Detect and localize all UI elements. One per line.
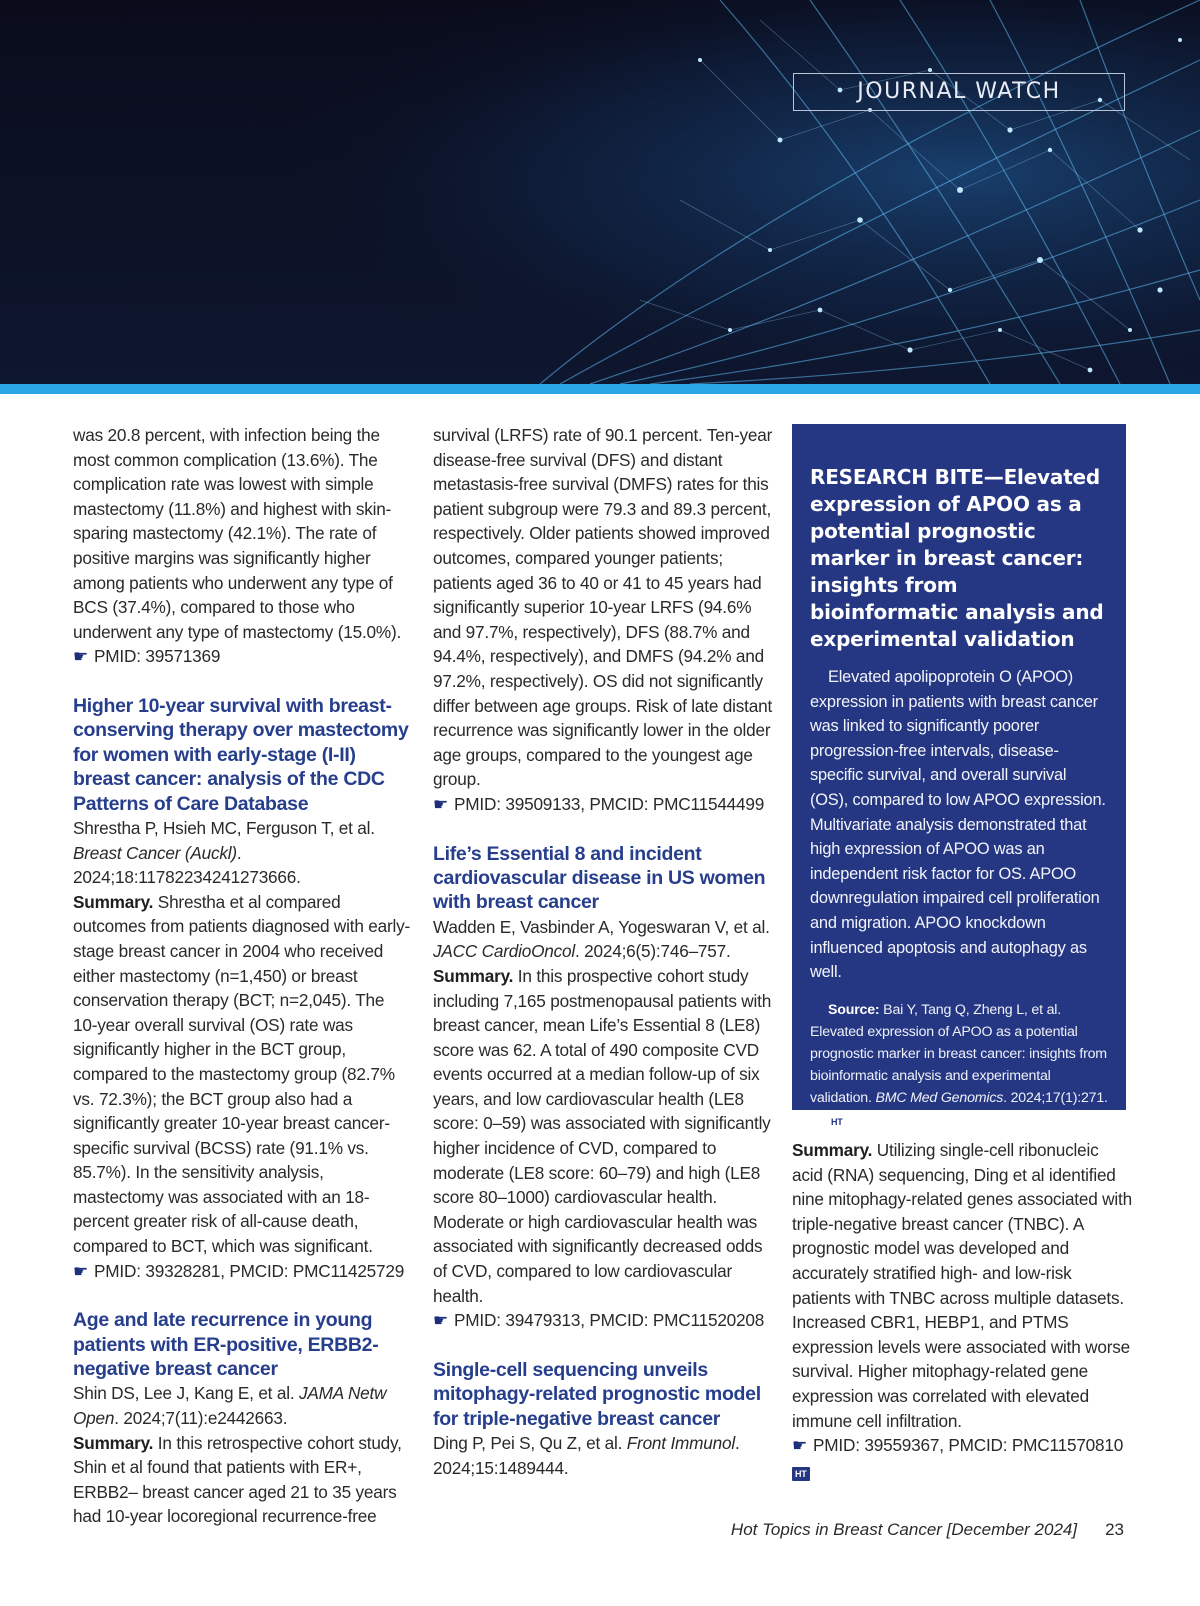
ht-logo-icon: HT [792,1467,810,1481]
research-bite-body: Elevated apolipoprotein O (APOO) expression in patients with breast cancer was linked to significantly poorer progression-free intervals, disease-specific survival, and overall survival (OS), compared to low APOO expression. Multivariate analysis demonstrated that high expression of APOO was an independent risk factor for OS. APOO downregulation impaired cell proliferation and migration. APOO knockdown influenced apoptosis and autophagy as well. [810,668,1106,982]
research-bite-title: RESEARCH BITE—Elevated expression of APOO as a potential prognostic marker in breast cancer: insights from bioinformatic analysis and experimental validation [810,465,1104,651]
continued-text: survival (LRFS) rate of 90.1 percent. Ten-year disease-free survival (DFS) and distant metastasis-free survival (DMFS) rates for this patient subgroup were 79.3 and 89.3 percent, respectively. Older patients showed improved outcomes, compared younger patients; patients aged 36 to 40 or 41 to 45 years had significantly superior 10-year LRFS (94.6% and 97.7%, respectively), DFS (88.7% and 94.4%, respectively), and DMFS (94.2% and 97.2%, respectively). OS did not significantly differ between age groups. Risk of late distant recurrence was significantly lower in the older age groups, compared to the youngest age group. [433,425,773,790]
pmid-line [433,792,773,818]
article-summary: Summary. In this retrospective cohort study, Shin et al found that patients with ER+, ERBB2– breast cancer aged 21 to 35 years had 10-year locoregional recurrence-free [73,1432,402,1527]
summary-label: Summary. [73,891,154,912]
summary-label: Summary. [792,1140,873,1160]
journal-name: Breast Cancer (Auckl) [73,842,237,863]
article-citation: Shrestha P, Hsieh MC, Ferguson T, et al. Breast Cancer (Auckl). 2024;18:11782234241273666. [73,817,375,888]
page-number: 23 [1105,1520,1124,1539]
article-citation: Ding P, Pei S, Qu Z, et al. Front Immunol. 2024;15:1489444. [433,1433,740,1478]
column-1 [73,423,413,1529]
pmid-line [433,1308,773,1334]
pmid-text: PMID: 39479313, PMCID: PMC11520208 [454,1310,765,1331]
ht-logo-icon: HT [810,1115,846,1129]
pmid-text: PMID: 39328281, PMCID: PMC11425729 [94,1260,405,1281]
pmid-text: PMID: 39509133, PMCID: PMC11544499 [454,793,765,814]
continued-text: was 20.8 percent, with infection being the most common complication (13.6%). The complication rate was lowest with simple mastectomy (11.8%) and highest with skin-sparing mastectomy (42.1%). The rate of positive margins was significantly higher among patients who underwent any type of BCS (37.4%), compared to those who underwent any type of mastectomy (15.0%). [73,425,402,642]
article-title: Age and late recurrence in young patients with ER-positive, ERBB2-negative breast cancer [73,1309,379,1381]
pointing-hand-icon: ☛ [73,1261,89,1281]
pmid-text: PMID: 39559367, PMCID: PMC11570810 [813,1435,1124,1456]
journal-name: Front Immunol [626,1433,735,1454]
pointing-hand-icon: ☛ [792,1436,808,1456]
article-summary: Summary. In this prospective cohort study including 7,165 postmenopausal patients with breast cancer, mean Life’s Essential 8 (LE8) score was 62. A total of 490 composite CVD events occurred at a median follow-up of six years, and low cardiovascular health (LE8 score: 0–59) was associated with significantly higher incidence of CVD, compared to moderate (LE8 score: 60–79) and high (LE8 score 80–1000) cardiovascular health. Moderate or high cardiovascular health was associated with significantly decreased odds of CVD, compared to low cardiovascular health. [433,965,772,1306]
pmid-line [792,1433,1132,1459]
article-citation: Wadden E, Vasbinder A, Yogeswaran V, et al. JACC CardioOncol. 2024;6(5):746–757. [433,916,770,962]
column-3 [792,1138,1132,1483]
source-label: Source: [828,1001,880,1018]
article-title: Higher 10-year survival with breast-conserving therapy over mastectomy for women with early-stage (I-II) breast cancer: analysis of the CDC Patterns of Care Database [73,694,409,815]
pmid-line [73,1259,413,1285]
header-banner [0,0,1200,384]
header-stripe [0,384,1200,394]
article-summary: Summary. Utilizing single-cell ribonucleic acid (RNA) sequencing, Ding et al identified nine mitophagy-related genes associated with triple-negative breast cancer (TNBC). A prognostic model was developed and accurately stratified high- and low-risk patients with TNBC across multiple datasets. Increased CBR1, HEBP1, and PTMS expression levels were associated with worse survival. Higher mitophagy-related gene expression was correlated with elevated immune cell infiltration. [792,1140,1132,1431]
pointing-hand-icon: ☛ [433,1311,449,1331]
pmid-text: PMID: 39571369 [94,646,221,667]
summary-label: Summary. [433,965,514,986]
article-title: Single-cell sequencing unveils mitophagy-related prognostic model for triple-negative breast cancer [433,1358,761,1430]
research-bite-source: Source: Bai Y, Tang Q, Zheng L, et al. Elevated expression of APOO as a potential prognostic marker in breast cancer: insights from bioinformatic analysis and experimental validation. BMC Med Genomics. 2024;17(1):271. HT [810,1001,1108,1127]
summary-label: Summary. [73,1432,154,1453]
research-bite-box [792,424,1126,1127]
journal-name: JAMA Netw Open [73,1383,387,1429]
publication-name: Hot Topics in Breast Cancer [December 2024] [730,1520,1078,1539]
pointing-hand-icon: ☛ [433,794,449,814]
article-summary: Summary. Shrestha et al compared outcomes from patients diagnosed with early-stage breast cancer in 2004 who received either mastectomy (n=1,450) or breast conservation therapy (BCT; n=2,045). The 10-year overall survival (OS) rate was significantly higher in the BCT group, compared to the mastectomy group (82.7% vs. 72.3%); the BCT group also had a significantly greater 10-year breast cancer-specific survival (BCSS) rate (91.1% vs. 85.7%). In the sensitivity analysis, mastectomy was associated with an 18-percent greater risk of all-cause death, compared to BCT, which was significant. [73,891,411,1257]
column-2 [433,423,773,1480]
page-footer [0,1520,1124,1540]
article-citation: Shin DS, Lee J, Kang E, et al. JAMA Netw Open. 2024;7(11):e2442663. [73,1383,387,1429]
article-title: Life’s Essential 8 and incident cardiovascular disease in US women with breast cancer [433,842,766,914]
journal-name: BMC Med Genomics [875,1089,1004,1106]
network-graphic [0,0,1200,384]
journal-name: JACC CardioOncol [433,941,575,962]
section-label: JOURNAL WATCH [793,73,1125,111]
pointing-hand-icon: ☛ [73,647,89,667]
pmid-line [73,644,413,670]
